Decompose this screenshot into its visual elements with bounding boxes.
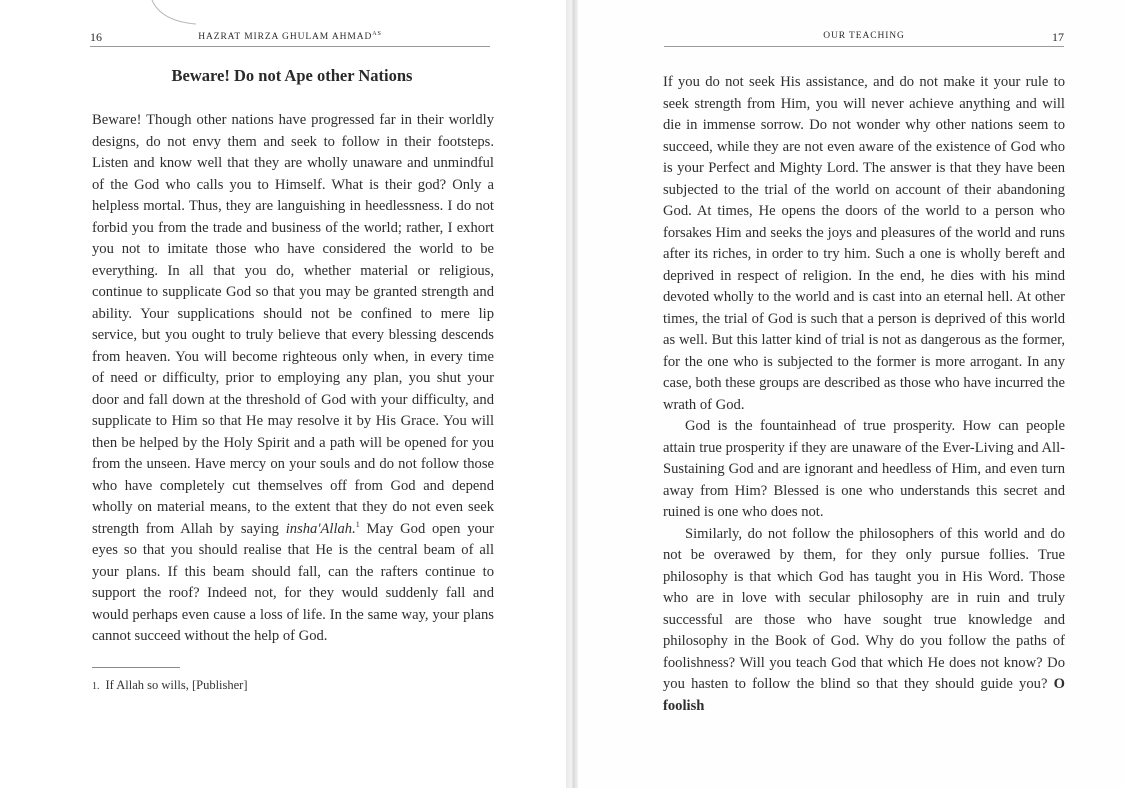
right-page bbox=[578, 0, 1124, 788]
right-paragraph-1: If you do not seek His assistance, and do not make it your rule to seek strength from Him, you will never achieve anything and will die in immense sorrow. Do not wonder why other nations seem to succeed, while they are not even aware of the existence of God who is your Perfect and Mighty Lord. The answer is that they have been subjected to the trial of the world on account of their abandoning God. At times, He opens the doors of the world to a person who forsakes Him and seeks the joys and pleasures of the world and runs after its riches, in order to try him. Such a one is wholly bereft and deprived in respect of religion. In the end, he dies with his mind devoted wholly to the world and is cast into an eternal hell. At other times, the trial of God is such that a person is deprived of this world as well. But this latter kind of trial is not as dangerous as the former, for the one who is subjected to the former is more arrogant. In any case, both these groups are described as those who have incurred the wrath of God. bbox=[663, 74, 1065, 413]
footnote-divider bbox=[92, 667, 180, 668]
left-running-title: HAZRAT MIRZA GHULAM $AHMAD^{AS}$ bbox=[198, 31, 382, 43]
left-running-head bbox=[90, 30, 490, 47]
footnote-text: If Allah so wills, [Publisher] bbox=[105, 678, 248, 692]
chapter-title: Beware! Do not Ape other Nations bbox=[171, 66, 413, 85]
right-body-text bbox=[663, 72, 1065, 717]
honorific-superscript: AS bbox=[372, 31, 382, 37]
right-running-title: OUR TEACHING bbox=[823, 31, 905, 41]
footnote bbox=[92, 678, 492, 693]
right-paragraph-2: God is the fountainhead of true prosperity. How can people attain true prosperity if they are unaware of the Ever-Living and All-Sustaining God and are ignorant and heedless of Him, and even turn away from Him? Blessed is one who understands this secret and ruined is one who does not. bbox=[663, 418, 1065, 520]
book-gutter bbox=[566, 0, 578, 788]
right-paragraph-3: Similarly, do not follow the philosophers of this world and do not be overawed by them, for they only pursue follies. True philosophy is that which God has taught you in His Word. Those who are in love with secular philosophy are in ruin and truly successful are those who have sought true knowledge and philosophy in the Book of God. Why do you follow the paths of foolishness? Will you teach God that which He does not know? Do you hasten to follow the blind so that they should guide you? O foolish bbox=[663, 525, 1065, 714]
left-paragraph: Beware! Though other nations have progressed far in their worldly designs, do not envy them and seek to follow in their footsteps. Listen and know well that they are wholly unaware and unmindful of the God who calls you to Himself. What is their god? Only a helpless mortal. Thus, they are languishing in heedlessness. I do not forbid you from the trade and business of the world; rather, I exhort you not to imitate those who have considered the world to be everything. In all that you do, whether material or religious, continue to supplicate God so that you may be granted strength and ability. Your supplications should not be confined to mere lip service, but you ought to truly believe that every blessing descends from heaven. You will become righteous only when, in every time of need or difficulty, prior to employing any plan, you shut your door and fall down at the threshold of God with your difficulty, and supplicate to Him so that He may resolve it by His Grace. You will then be helped by the Holy Spirit and a path will be opened for you from the unseen. Have mercy on your souls and do not follow those who have completely cut themselves off from God and depend wholly on material means, to the extent that they do not even seek strength from Allah by saying insha'Allah.$^1$ May God open your eyes so that you should realise that He is the central beam of all your plans. If this beam should fall, can the rafters continue to support the roof? Indeed not, for they would suddenly fall and would perhaps even cause a loss of life. In the same way, your plans cannot succeed without the help of God. bbox=[92, 112, 494, 644]
bold-phrase: O foolish bbox=[663, 676, 1065, 714]
right-page-number: 17 bbox=[1052, 30, 1064, 44]
right-running-head bbox=[664, 30, 1064, 47]
left-body-text bbox=[92, 110, 494, 648]
footnote-number: 1. bbox=[92, 681, 100, 692]
footnote-reference: 1 bbox=[355, 519, 360, 529]
italic-term: insha'Allah. bbox=[285, 520, 356, 537]
page-corner-curve bbox=[150, 0, 200, 28]
left-page-number: 16 bbox=[90, 30, 102, 44]
